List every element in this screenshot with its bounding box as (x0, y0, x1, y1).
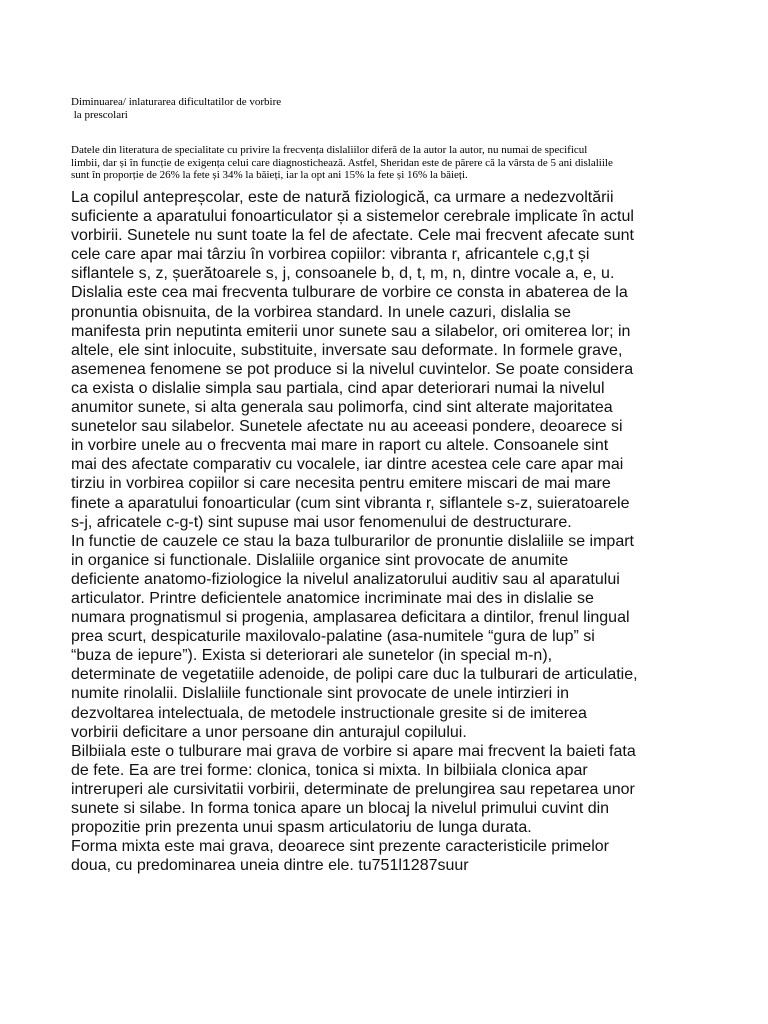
title-line: Diminuarea/ inlaturarea dificultatilor de vorbire (71, 96, 282, 108)
body-line: ca exista o dislalie simpla sau partiala, cind apar deteriorari numai la nivelul (71, 379, 605, 397)
body-line: suficiente a aparatului fonoarticulator și a sistemelor cerebrale implicate în actul (71, 208, 634, 226)
body-line: numara prognatismul si progenia, amplasarea deficitara a dintilor, frenul lingual (71, 609, 630, 627)
body-line: siflantele s, z, șuerătoarele s, j, consoanele b, d, t, m, n, dintre vocale a, e, u. (71, 265, 615, 283)
body-line: Forma mixta este mai grava, deoarece sint prezente caracteristicile primelor (71, 838, 609, 856)
body-line: numite rinolalii. Dislaliile functionale sint provocate de unele intirzieri in (71, 685, 570, 703)
body-line: in vorbire unele au o frecventa mai mare in raport cu altele. Consoanele sint (71, 437, 609, 455)
document-title (71, 96, 281, 121)
body-line: La copilul antepreșcolar, este de natură fiziologică, ca urmare a nedezvoltării (71, 189, 614, 206)
body-line: Bilbiiala este o tulburare mai grava de vorbire si apare mai frecvent la baieti fata (71, 742, 636, 760)
intro-line: Datele din literatura de specialitate cu privire la frecvența dislaliilor diferă de la autor la autor, nu numai de specificul (71, 144, 588, 156)
body-line: articulator. Printre deficientele anatomice incriminate mai des in dislalie se (71, 589, 594, 607)
intro-line: sunt în proporție de 26% la fete și 34% la băieți, iar la opt ani 15% la fete și 16% la băieți. (71, 169, 468, 181)
body-line: sunete si silabe. In forma tonica apare un blocaj la nivelul primului cuvint din (71, 800, 610, 817)
body-line: manifesta prin neputinta emiterii unor sunete sau a silabelor, ori omiterea lor; in (71, 322, 631, 340)
body-line: prea scurt, despicaturile maxilovalo-palatine (asa-numitele “gura de lup” si (71, 628, 595, 646)
body-line: dezvoltarea intelectuala, de metodele instructionale gresite si de imiterea (71, 704, 587, 722)
body-line: pronuntia obisnuita, de la vorbirea standard. In unele cazuri, dislalia se (71, 303, 571, 321)
body-line: vorbirii deficitare a unor persoane din anturajul copilului. (71, 723, 467, 741)
body-line: tirziu in vorbirea copiilor si care necesita pentru emitere miscari de mai mare (71, 475, 611, 493)
body-line: de fete. Ea are trei forme: clonica, tonica si mixta. In bilbiiala clonica apar (71, 761, 588, 779)
body-line: doua, cu predominarea uneia dintre ele. tu751l1287suur (71, 857, 469, 875)
intro-paragraph (71, 144, 711, 182)
body-line: s-j, africatele c-g-t) sint supuse mai usor fenomenului de destructurare. (71, 513, 572, 531)
body-line: mai des afectate comparativ cu vocalele, iar dintre acestea cele care apar mai (71, 456, 624, 474)
title-line: la prescolari (71, 108, 128, 121)
body-line: intreruperi ale cursivitatii vorbirii, determinate de prelungirea sau repetarea unor (71, 780, 635, 798)
body-line: cele care apar mai târziu în vorbirea copiilor: vibranta r, africantele c,g,t și (71, 246, 590, 264)
body-line: finete a aparatului fonoarticular (cum sint vibranta r, siflantele s-z, suieratoarele (71, 494, 630, 512)
intro-line: limbii, dar și în funcție de exigența celui care diagnostichează. Astfel, Sheridan este de părere că la vârsta de 5 ani dislaliile (71, 156, 613, 169)
body-line: vorbirii. Sunetele nu sunt toate la fel de afectate. Cele mai frecvent afecate sunt (71, 227, 634, 245)
body-line: determinate de vegetatiile adenoide, de polipi care duc la tulburari de articulatie, (71, 666, 638, 684)
body-line: sunetelor sau silabelor. Sunetele afectate nu au aceeasi pondere, deoarece si (71, 418, 623, 436)
body-line: altele, ele sint inlocuite, substituite, inversate sau deformate. In formele grave, (71, 341, 623, 359)
body-line: asemenea fenomene se pot produce si la nivelul cuvintelor. Se poate considera (71, 360, 634, 378)
body-line: “buza de iepure”). Exista si deteriorari ale sunetelor (in special m-n), (71, 647, 553, 665)
body-line: Dislalia este cea mai frecventa tulburare de vorbire ce consta in abaterea de la (71, 284, 628, 302)
body-text (71, 188, 711, 875)
body-line: deficiente anatomo-fiziologice la nivelul analizatorului auditiv sau al aparatului (71, 570, 620, 588)
body-line: anumitor sunete, si alta generala sau polimorfa, cind sint alterate majoritatea (71, 399, 613, 417)
body-line: in organice si functionale. Dislaliile organice sint provocate de anumite (71, 551, 569, 569)
body-line: propozitie prin prezenta unui spasm articulatoriu de lunga durata. (71, 819, 532, 837)
body-line: In functie de cauzele ce stau la baza tulburarilor de pronuntie dislaliile se impart (71, 532, 634, 550)
